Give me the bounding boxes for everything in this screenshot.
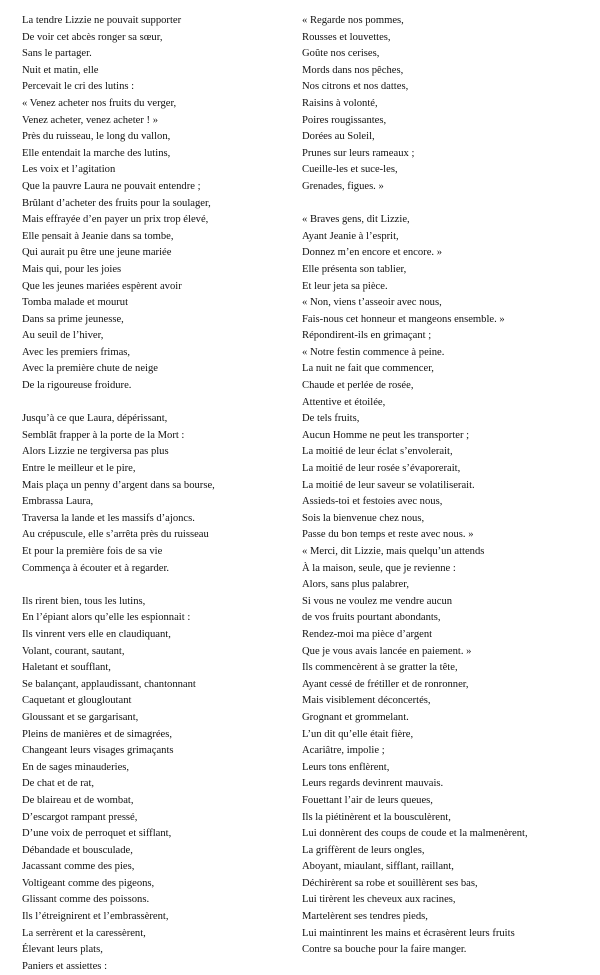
poem-line: La serrèrent et la caressèrent, — [22, 927, 146, 939]
poem-line: Élevant leurs plats, — [22, 944, 103, 956]
poem-line: Embrassa Laura, — [22, 496, 94, 508]
poem-line: Semblât frapper à la porte de la Mort : — [22, 429, 185, 441]
poem-line: Gloussant et se gargarisant, — [22, 711, 139, 723]
poem-line: Jacassant comme des pies, — [22, 861, 135, 873]
poem-line: Traversa la lande et les massifs d’ajoncs. — [22, 512, 195, 524]
poem-line: Glissant comme des poissons. — [22, 894, 150, 906]
poem-line: Que la pauvre Laura ne pouvait entendre ; — [22, 180, 201, 192]
poem-line: De tels fruits, — [302, 413, 360, 425]
poem-line: De blaireau et de wombat, — [22, 794, 134, 806]
poem-line: Lui tirèrent les cheveux aux racines, — [302, 894, 456, 906]
poem-line: Attentive et étoilée, — [302, 396, 386, 408]
poem-line: Avec les premiers frimas, — [22, 346, 131, 358]
stanza — [302, 13, 598, 196]
poem-line: de vos fruits pourtant abondants, — [302, 612, 441, 624]
poem-line: Commença à écouter et à regarder. — [22, 562, 170, 574]
poem-left-column — [22, 13, 294, 975]
stanza — [22, 13, 294, 395]
poem-line: La griffèrent de leurs ongles, — [302, 844, 425, 856]
poem-line: Fais-nous cet honneur et mangeons ensemble. » — [302, 313, 505, 325]
poem-line: Ils commencèrent à se gratter la tête, — [302, 662, 458, 674]
poem-line: D’une voix de perroquet et sifflant, — [22, 828, 172, 840]
poem-line: « Regarde nos pommes, — [302, 15, 404, 26]
poem-line: Elle entendait la marche des lutins, — [22, 147, 171, 159]
poem-line: Répondirent-ils en grimaçant ; — [302, 330, 432, 342]
poem-line: Lui donnèrent des coups de coude et la malmenèrent, — [302, 828, 528, 840]
poem-line: Grenades, figues. » — [302, 180, 384, 192]
poem-line: Prunes sur leurs rameaux ; — [302, 147, 415, 159]
poem-line: La moitié de leur éclat s’envolerait, — [302, 446, 453, 458]
poem-line: Percevait le cri des lutins : — [22, 81, 135, 93]
poem-line: Se balançant, applaudissant, chantonnant — [22, 678, 196, 690]
poem-line: Ils l’étreignirent et l’embrassèrent, — [22, 911, 169, 923]
poem-line: Mais qui, pour les joies — [22, 263, 122, 275]
poem-line: Si vous ne voulez me vendre aucun — [302, 595, 453, 607]
poem-line: Aboyant, miaulant, sifflant, raillant, — [302, 861, 454, 873]
stanza-gap — [302, 196, 598, 213]
poem-line: Déchirèrent sa robe et souillèrent ses bas, — [302, 877, 478, 889]
poem-line: Ayant Jeanie à l’esprit, — [302, 230, 399, 242]
poem-line: Raisins à volonté, — [302, 97, 378, 109]
poem-line: Alors Lizzie ne tergiversa pas plus — [22, 446, 169, 458]
poem-line: Goûte nos cerises, — [302, 48, 380, 60]
poem-line: En l’épiant alors qu’elle les espionnait : — [22, 612, 191, 624]
poem-line: Lui maintinrent les mains et écrasèrent leurs fruits — [302, 927, 515, 939]
poem-line: Jusqu’à ce que Laura, dépérissant, — [22, 413, 168, 425]
poem-line: De la rigoureuse froidure. — [22, 380, 132, 392]
poem-line: Donnez m’en encore et encore. » — [302, 247, 442, 259]
poem-line: Et pour la première fois de sa vie — [22, 546, 163, 557]
poem-line: Tomba malade et mourut — [22, 297, 129, 309]
poem-line: « Notre festin commence à peine. — [302, 346, 445, 358]
poem-line: Nuit et matin, elle — [22, 64, 99, 76]
poem-line: Pleins de manières et de simagrées, — [22, 728, 173, 740]
poem-line: De chat et de rat, — [22, 778, 95, 790]
poem-line: Assieds-toi et festoies avec nous, — [302, 496, 443, 508]
poem-line: « Venez acheter nos fruits du verger, — [22, 97, 177, 109]
stanza-gap — [22, 577, 294, 594]
poem-line: Volant, courant, sautant, — [22, 645, 125, 657]
poem-line: Caquetant et glougloutant — [22, 695, 132, 707]
poem-line: Que je vous avais lancée en paiement. » — [302, 645, 472, 657]
poem-line: Entre le meilleur et le pire, — [22, 463, 136, 475]
poem-line: « Merci, dit Lizzie, mais quelqu’un attends — [302, 546, 485, 557]
poem-line: Au crépuscule, elle s’arrêta près du ruisseau — [22, 529, 209, 541]
poem-line: Qui aurait pu être une jeune mariée — [22, 247, 172, 259]
poem-line: La tendre Lizzie ne pouvait supporter — [22, 15, 182, 26]
poem-line: Rousses et louvettes, — [302, 31, 391, 43]
poem-line: Rendez-moi ma pièce d’argent — [302, 628, 433, 640]
poem-line: D’escargot rampant pressé, — [22, 811, 138, 823]
poem-line: Près du ruisseau, le long du vallon, — [22, 131, 171, 143]
poem-line: Que les jeunes mariées espèrent avoir — [22, 280, 182, 292]
poem-line: La moitié de leur rosée s’évaporerait, — [302, 463, 461, 475]
poem-line: « Braves gens, dit Lizzie, — [302, 214, 410, 226]
poem-line: Haletant et soufflant, — [22, 662, 111, 674]
poem-line: Et leur jeta sa pièce. — [302, 280, 388, 292]
poem-line: La nuit ne fait que commencer, — [302, 363, 434, 375]
poem-line: Paniers et assiettes : — [22, 960, 108, 972]
poem-line: Poires rougissantes, — [302, 114, 387, 126]
poem-line: Passe du bon temps et reste avec nous. » — [302, 529, 474, 541]
poem-line: L’un dit qu’elle était fière, — [302, 728, 414, 740]
poem-line: En de sages minauderies, — [22, 761, 130, 773]
poem-line: Acariâtre, impolie ; — [302, 745, 385, 757]
poem-line: Nos citrons et nos dattes, — [302, 81, 409, 93]
poem-line: Leurs tons enflèrent, — [302, 761, 390, 773]
poem-line: Changeant leurs visages grimaçants — [22, 745, 174, 757]
poem-line: Voltigeant comme des pigeons, — [22, 877, 155, 889]
poem-line: Sans le partager. — [22, 48, 92, 60]
poem-line: Contre sa bouche pour la faire manger. — [302, 944, 467, 956]
poem-line: À la maison, seule, que je revienne : — [302, 562, 456, 574]
poem-line: Grognant et grommelant. — [302, 711, 409, 723]
stanza — [302, 212, 598, 959]
poem-line: De voir cet abcès ronger sa sœur, — [22, 31, 163, 43]
poem-line: Leurs regards devinrent mauvais. — [302, 778, 444, 790]
poem-line: Mords dans nos pêches, — [302, 64, 404, 76]
poem-line: Sois la bienvenue chez nous, — [302, 512, 425, 524]
poem-line: Dorées au Soleil, — [302, 131, 375, 143]
poem-line: « Non, viens t’asseoir avec nous, — [302, 297, 442, 309]
poem-line: Ils la piétinèrent et la bousculèrent, — [302, 811, 451, 823]
poem-line: La moitié de leur saveur se volatiliserait. — [302, 479, 475, 491]
poem-line: Au seuil de l’hiver, — [22, 330, 104, 342]
poem-line: Mais effrayée d’en payer un prix trop élevé, — [22, 214, 209, 226]
poem-line: Mais plaça un penny d’argent dans sa bourse, — [22, 479, 215, 491]
poem-line: Venez acheter, venez acheter ! » — [22, 114, 159, 126]
stanza — [22, 411, 294, 577]
poem-line: Elle présenta son tablier, — [302, 263, 407, 275]
poem-line: Brûlant d’acheter des fruits pour la soulager, — [22, 197, 211, 209]
poem-line: Mais visiblement déconcertés, — [302, 695, 431, 707]
poem-line: Cueille-les et suce-les, — [302, 164, 398, 176]
poem-line: Martelèrent ses tendres pieds, — [302, 911, 428, 923]
stanza — [22, 594, 294, 975]
stanza-gap — [22, 395, 294, 412]
poem-line: Débandade et bousculade, — [22, 844, 133, 856]
poem-line: Elle pensait à Jeanie dans sa tombe, — [22, 230, 174, 242]
poem-line: Avec la première chute de neige — [22, 363, 158, 375]
poem-line: Ils rirent bien, tous les lutins, — [22, 595, 146, 607]
poem-line: Ils vinrent vers elle en claudiquant, — [22, 628, 171, 640]
poem-right-column — [302, 13, 598, 959]
poem-line: Dans sa prime jeunesse, — [22, 313, 124, 325]
poem-line: Ayant cessé de frétiller et de ronronner, — [302, 678, 469, 690]
poem-line: Fouettant l’air de leurs queues, — [302, 794, 433, 806]
poem-line: Les voix et l’agitation — [22, 164, 116, 176]
poem-line: Chaude et perlée de rosée, — [302, 380, 414, 392]
poem-line: Aucun Homme ne peut les transporter ; — [302, 429, 470, 441]
poem-line: Alors, sans plus palabrer, — [302, 579, 409, 591]
